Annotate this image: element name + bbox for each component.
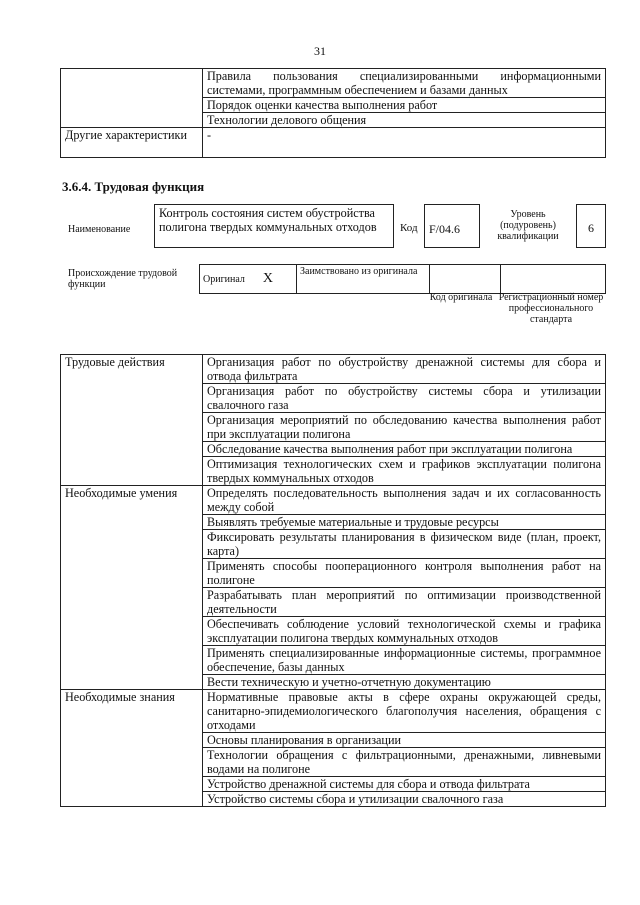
table-cell: Нормативные правовые акты в сфере охраны окружающей среды, санитарно-эпидемиологического благополучия населения, обращения с отходами: [203, 690, 606, 733]
table-cell: Применять способы пооперационного контроля выполнения работ на полигоне: [203, 559, 606, 588]
table-row-label: Необходимые знания: [61, 690, 203, 807]
registration-number-cell: [501, 265, 606, 294]
original-code-cell: [430, 265, 501, 294]
table-row-label: Трудовые действия: [61, 355, 203, 486]
table-cell: Выявлять требуемые материальные и трудовые ресурсы: [203, 515, 606, 530]
table-cell: Организация мероприятий по обследованию качества выполнения работ при эксплуатации полигона: [203, 413, 606, 442]
origin-table: [199, 264, 606, 294]
table-row-label: Другие характеристики: [61, 128, 203, 158]
previous-function-table: [60, 68, 606, 158]
table-cell: Разрабатывать план мероприятий по оптимизации производственной деятельности: [203, 588, 606, 617]
table-cell: Технологии обращения с фильтрационными, дренажными, ливневыми водами на полигоне: [203, 748, 606, 777]
original-mark: X: [262, 271, 274, 286]
original-cell: [200, 265, 297, 294]
original-label: Оригинал: [203, 274, 245, 285]
table-cell: Вести техническую и учетно-отчетную документацию: [203, 675, 606, 690]
table-cell: Обследование качества выполнения работ при эксплуатации полигона: [203, 442, 606, 457]
level-label: Уровень (подуровень) квалификации: [497, 209, 559, 242]
table-cell: Порядок оценки качества выполнения работ: [203, 98, 606, 113]
table-cell: Оптимизация технологических схем и графиков эксплуатации полигона твердых коммунальных отходов: [203, 457, 606, 486]
function-name-field: Контроль состояния систем обустройства полигона твердых коммунальных отходов: [154, 204, 394, 248]
table-cell: Основы планирования в организации: [203, 733, 606, 748]
table-cell: Обеспечивать соблюдение условий технологической схемы и графика эксплуатации полигона твердых коммунальных отходов: [203, 617, 606, 646]
table-cell: Организация работ по обустройству системы сбора и утилизации свалочного газа: [203, 384, 606, 413]
section-heading: 3.6.4. Трудовая функция: [62, 179, 205, 194]
function-details-table: [60, 354, 606, 807]
code-label: Код: [400, 222, 418, 234]
table-row-label: [61, 69, 203, 128]
table-cell: Фиксировать результаты планирования в физическом виде (план, проект, карта): [203, 530, 606, 559]
table-row-label: Необходимые умения: [61, 486, 203, 690]
function-code-field: F/04.6: [424, 204, 480, 248]
origin-label: Происхождение трудовой функции: [68, 268, 178, 290]
table-cell: Организация работ по обустройству дренажной системы для сбора и отвода фильтрата: [203, 355, 606, 384]
borrowed-label: Заимствовано из оригинала: [297, 265, 430, 294]
table-cell: Устройство системы сбора и утилизации свалочного газа: [203, 792, 606, 807]
page-number: 31: [314, 44, 326, 58]
table-cell: Правила пользования специализированными информационными системами, программным обеспечением и базами данных: [203, 69, 606, 98]
table-cell: Применять специализированные информационные системы, программное обеспечение, базы данных: [203, 646, 606, 675]
registration-caption: Регистрационный номер профессионального стандарта: [498, 292, 604, 325]
level-field: 6: [576, 204, 606, 248]
table-cell: Устройство дренажной системы для сбора и отвода фильтрата: [203, 777, 606, 792]
table-cell: Определять последовательность выполнения задач и их согласованность между собой: [203, 486, 606, 515]
table-cell: -: [203, 128, 606, 158]
name-label: Наименование: [68, 224, 131, 235]
table-cell: Технологии делового общения: [203, 113, 606, 128]
original-code-caption: Код оригинала: [429, 292, 493, 303]
